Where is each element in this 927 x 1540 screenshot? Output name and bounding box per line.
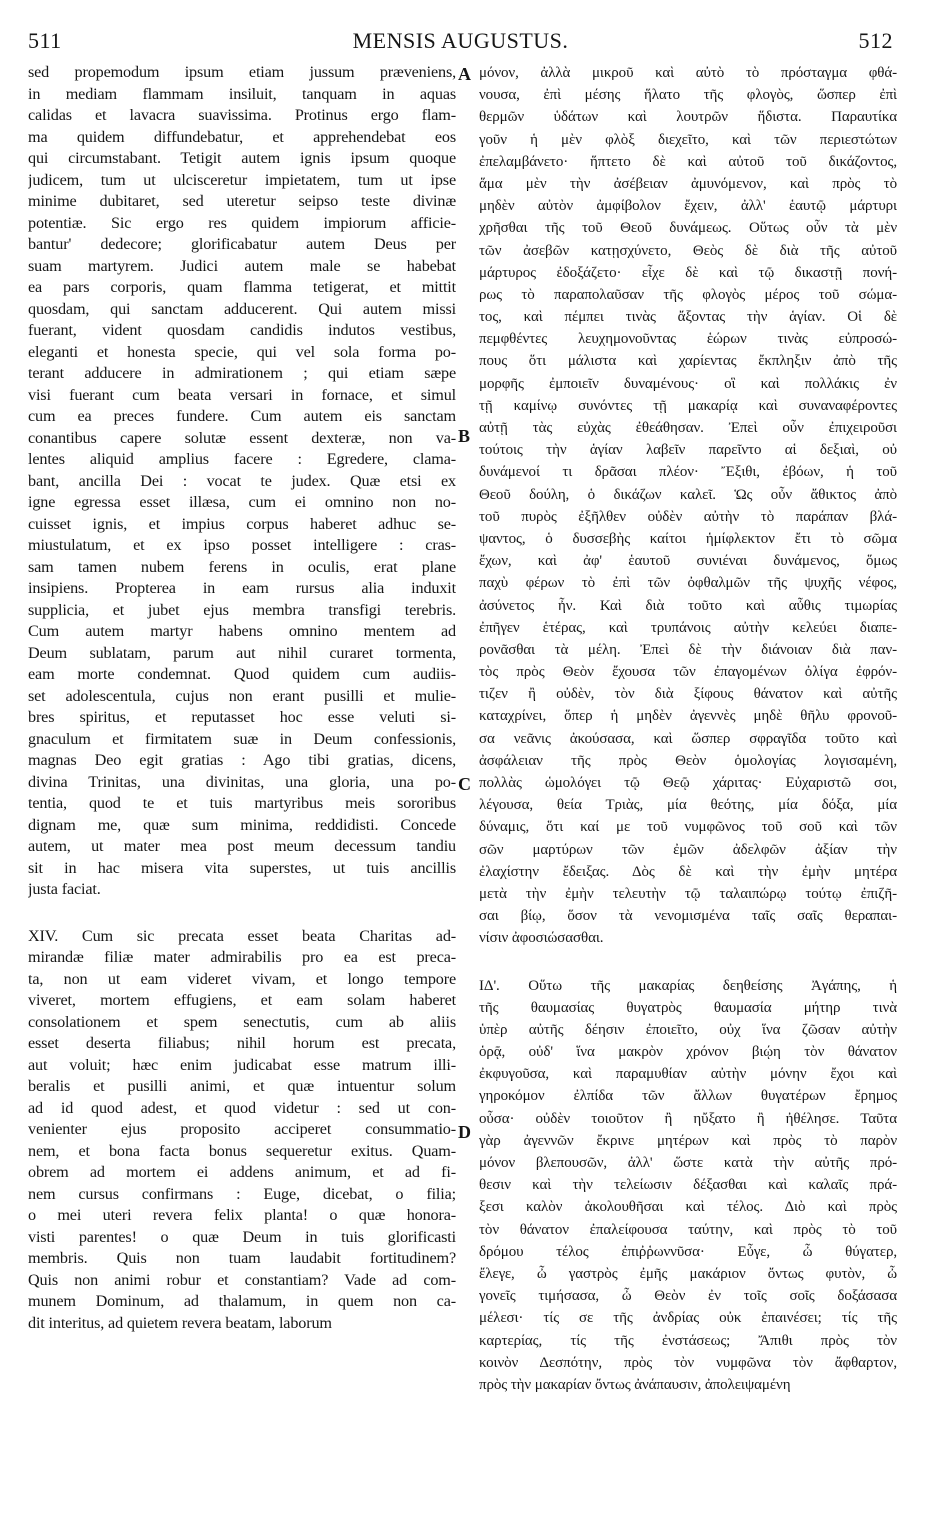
text-line: Quis non animi robur et constantiam? Vade ad com- [28, 1270, 456, 1289]
text-line: κοινὸν Δεσπότην, πρὸς τὸν νυμφῶνα τὸν ἄφθαρτον, [479, 1354, 897, 1371]
text-line: munem Dominum, ad thalamum, in quem non ca- [28, 1292, 456, 1310]
text-line: viveret, mortem effugiens, et eam solam haberet [28, 991, 456, 1009]
text-line: XIV. Cum sic precata esset beata Charitas ad- [28, 926, 456, 945]
text-line: μορφῆς ἐμποιεῖν δυναμένους· οἳ καὶ πολλάκις ἐν [479, 375, 897, 392]
text-line: ἐπῆγεν ἑτέρας, καὶ τρυπάνοις αὐτὴν κελεύει διαπε- [479, 619, 897, 636]
text-line: ψαντος, ὁ δυσσεβὴς καίτοι ἡμίφλεκτον ἔτι τὸ σῶμα [479, 530, 897, 547]
text-line: πεμφθέντες λευχημονοῦντας ἑώρων τινὰς εὐπροσώ- [479, 331, 897, 348]
text-line: obrem ad mortem ei addens animum, et ad fi- [28, 1163, 456, 1181]
text-line: μετὰ τὴν ἐμὴν τελευτὴν τῷ ταλαιπώρῳ τούτῳ ἐπιζῆ- [479, 885, 897, 902]
text-line: νίσιν ἀφοσιώσασθαι. [479, 930, 604, 947]
greek-column [479, 62, 897, 1396]
text-line: ἐλαχίστην ἔδειξας. Δὸς δὲ καὶ τὴν ἐμὴν μητέρα [479, 863, 897, 880]
text-line: ea pars corporis, quam flamma tetigerat, et mittit [28, 278, 456, 296]
page-number-right: 512 [858, 28, 893, 53]
text-line: πρὸς τὴν μακαρίαν ὄντως ἀνάπαυσιν, ἀπολειψαμένη [479, 1376, 791, 1393]
text-line: Deum sublatam, parum aut nihil curaret tormenta, [28, 643, 456, 662]
text-line: γονεῖς τιμήσασα, ὦ Θεὸν ἐν τοῖς σοῖς δοξάσασα [479, 1288, 897, 1305]
text-line: sit in hac misera vita superstes, ut tuis ancillis [28, 858, 456, 877]
text-line: οὖσα· οὐδὲν τοιοῦτον ἢ ηὔξατο ἢ ἠθέλησε. Ταῦτα [479, 1110, 897, 1127]
text-line: autem, ut mater mea post meum decessum tandiu [28, 837, 456, 855]
text-line: fuerant, vident quosdam candidis indutos vestibus, [28, 321, 456, 339]
text-line: conantibus capere solutæ essent dexteræ, non va- [28, 428, 456, 447]
text-line: beralis et pusilli animi, et quæ intuentur solum [28, 1077, 456, 1095]
text-line: ρονᾶσθαι τὰ μέλη. Ἐπεὶ δὲ τὴν διάνοιαν διὰ παν- [479, 641, 897, 658]
text-line: dignam me, quæ sum minima, reddidisti. Concede [28, 815, 456, 834]
text-line: γοῦν ἡ μὲν φλὸξ διεχεῖτο, καὶ τῶν περιεστώτων [479, 131, 897, 148]
text-line: τῶν ἀσεβῶν κατῃσχύνετο, Θεὸς δὲ διὰ τῆς αὐτοῦ [479, 242, 897, 259]
running-header [28, 28, 893, 54]
text-line: τῆς θαυμασίας θυγατρὸς θαυμασία μήτηρ τινὰ [479, 999, 897, 1016]
text-line: τιζεν ἢ οὐδὲν, τὸν διὰ ξίφους θάνατον καὶ αὐτῆς [479, 686, 897, 703]
text-line: δυνάμενοί τι δρᾶσαι πλέον· Ἔξιθι, ἐβόων, ἡ τοῦ [479, 464, 897, 481]
text-line: μόνον, ἀλλὰ μικροῦ καὶ αὐτὸ τὸ πρόσταγμα φθά- [479, 65, 897, 81]
text-line: set adolescentula, cujus non erant pusilli et mulie- [28, 686, 456, 705]
text-line: bant, ancilla Dei : vocat te judex. Quæ etsi ex [28, 471, 456, 490]
text-line: γὰρ ἀγεννῶν ἔκρινε μητέρων καὶ πρὸς τὸ παρὸν [479, 1132, 897, 1149]
text-line: visti parentes! o quæ Deum in tuis glorificasti [28, 1227, 456, 1246]
text-line: quosdam, qui sanctam adducerent. Qui autem missi [28, 299, 456, 318]
text-line: μηδὲν αὐτὸν ἀμφίβολον ἔχειν, ἀλλ' ἑαυτῷ μάρτυρι [479, 198, 897, 215]
latin-column [28, 62, 456, 1334]
text-line: τος, καὶ πέμπει τινὰς ἄξοντας τὴν ἁγίαν. Οἱ δὲ [479, 309, 897, 326]
text-line: dit interitus, ad quietem revera beatam, laborum [28, 1313, 332, 1332]
text-line: mirandæ filiæ mater admirabilis pro ea est preca- [28, 948, 456, 966]
text-line: bres spiritus, et reputasset hoc esse veluti si- [28, 708, 456, 726]
text-line: supplicia, et jubet ejus membra transfigi terebris. [28, 600, 456, 619]
text-line: παχὺ φέρων τὸ ἐπὶ τῶν ὀφθαλμῶν τῆς ψυχῆς νέφος, [479, 575, 897, 592]
text-line: ta, non ut eam videret vivam, et longo tempore [28, 969, 456, 988]
text-line: ΙΔ'. Οὕτω τῆς μακαρίας δεηθείσης Ἀγάπης, ἡ [479, 977, 897, 994]
text-line: καρτερίας, τίς τῆς ἐνστάσεως; Ἄπιθι πρὸς τὸν [479, 1332, 897, 1349]
text-line: νουσα, ἐπὶ μέσης ἥλατο τῆς φλογὸς, ὥσπερ ἐπὶ [479, 87, 897, 104]
text-line: terant adducere in admirationem ; qui etiam sæpe [28, 364, 456, 382]
text-line: θερμῶν ὑδάτων καὶ λουτρῶν ἥδιστα. Παραυτίκα [479, 109, 897, 126]
latin-paragraph-2 [28, 926, 456, 1335]
text-line: ἀσφάλειαν τῆς πρὸς Θεὸν ὁμολογίας λογισαμένη, [479, 752, 897, 769]
text-line: τοῦ πυρὸς ἐξῆλθεν οὐδὲν αὐτὴν τὸ παράπαν βλά- [479, 508, 897, 525]
text-line: in mediam flammam insiluit, tanquam in aquas [28, 84, 456, 103]
text-line: o mei uteri revera felix planta! o quæ honora- [28, 1206, 456, 1224]
text-line: minime dubitaret, sed uteretur seipso teste divinæ [28, 192, 456, 210]
text-line: Cum autem martyr habens omnino mentem ad [28, 622, 456, 640]
text-line: Θεοῦ δούλη, ὁ δικάζων καλεῖ. Ὡς οὖν ἄθικτος ἀπὸ [479, 486, 897, 503]
text-line: ἔχων, καὶ ἀφ' ἑαυτοῦ συνιέναι δυνάμενος, ὅμως [479, 553, 897, 570]
text-line: qui circumstabant. Tetigit autem ignis ipsum quoque [28, 149, 456, 167]
text-line: δρόμου τέλος ἐπιῤῥωννῦσα· Εὖγε, ὦ θύγατερ, [479, 1243, 897, 1260]
text-line: igne egressa esset illæsa, cum ei omnino non no- [28, 493, 456, 511]
text-line: judicem, tum ut ulcisceretur impietatem, tum ut ipse [28, 170, 456, 189]
text-line: ὑπὲρ αὐτῆς δέησιν ἐποιεῖτο, οὐχ ἵνα ζῶσαν αὐτὴν [479, 1021, 897, 1038]
text-line: ἐκφυγοῦσα, καὶ παραμυθίαν αὐτὴν μόνην ἔχοι καὶ [479, 1066, 897, 1083]
text-line: αὐτῇ τὰς εὐχὰς ἐθεάθησαν. Ἐπεὶ οὖν ἐπιχειροῦσι [479, 420, 897, 436]
text-line: gnaculum et firmitatem suæ in Deum confessionis, [28, 729, 456, 748]
text-line: sed propemodum ipsum etiam jussum præveniens, [28, 63, 456, 81]
running-title: MENSIS AUGUSTUS. [352, 28, 569, 53]
text-line: cuisset ignis, et impius corpus haberet adhuc se- [28, 514, 456, 533]
text-line: nem cursus confirmans : Euge, dicebat, o filia; [28, 1184, 456, 1203]
section-marker-c: C [458, 774, 471, 794]
text-line: ad id quod adest, et quod videtur : sed ut con- [28, 1098, 456, 1117]
text-line: γηροκόμον ἐλπίδα τῶν ἄλλων θυγατέρων ἔρημος [479, 1088, 897, 1105]
text-line: calidas et lavacra suavissima. Protinus ergo flam- [28, 106, 456, 124]
text-line: ἔλεγε, ὦ γαστρὸς ἐμῆς μακάριον ὄντως φυτὸν, ὦ [479, 1265, 897, 1282]
text-line: μάρτυρος ἐδοξάζετο· εἶχε δὲ καὶ τῷ δικαστῇ πονή- [479, 264, 897, 281]
greek-paragraph-1 [479, 62, 897, 950]
section-marker-d: D [458, 1122, 471, 1142]
text-line: justa faciat. [28, 880, 101, 898]
text-line: καταχρίνει, ὅπερ ἡ μηδὲν ἀγεννὲς μηδὲ θῆλυ φρονοῦ- [479, 708, 897, 725]
text-line: ma quidem diffundebatur, et apprehendebat eos [28, 127, 456, 146]
text-line: consolationem et spem senectutis, cum ab aliis [28, 1012, 456, 1031]
text-line: θεσιν καὶ τὴν τελείωσιν δέξασθαι καὶ καλαῖς πρά- [479, 1177, 897, 1194]
text-line: δύναμις, ὅτι καί με τοῦ νυμφῶνος τοῦ σοῦ καὶ τῶν [479, 819, 897, 836]
latin-paragraph-1 [28, 62, 456, 901]
text-line: σῶν μαρτύρων τῶν ἐμῶν ἀδελφῶν ἀξίαν τὴν [479, 841, 897, 858]
text-line: potentiæ. Sic ergo res quidem impiorum afficie- [28, 213, 456, 232]
text-line: cum ea preces fundere. Cum autem eis sanctam [28, 407, 456, 425]
text-line: esset deserta filiabus; nihil horum est precata, [28, 1034, 456, 1052]
text-line: lentes aliquid amplius facere : Egredere, clama- [28, 450, 456, 468]
text-line: τὸς πρὸς Θεὸν ἔχουσα τῶν ἐπαγομένων ὀλίγα ἐφρόν- [479, 664, 897, 681]
text-line: τὸν θάνατον ἐπαλείφουσα ταύτην, καὶ πρὸς τὸ τοῦ [479, 1221, 897, 1238]
text-line: μόνον βλεπουσῶν, ἀλλ' ὥστε κατὰ τὴν αὐτῆς πρό- [479, 1155, 897, 1171]
text-line: χρῆσθαι τῆς τοῦ Θεοῦ δυνάμεως. Οὕτως οὖν τὰ μὲν [479, 220, 897, 237]
text-line: τούτοις τὴν ἁγίαν λαβεῖν παρεῖντο αἱ δεξιαὶ, οὐ [479, 442, 897, 459]
text-line: membris. Quis non tuam laudabit fortitudinem? [28, 1249, 456, 1267]
text-line: miustulatum, et ex ipso posset intelligere : cras- [28, 536, 456, 554]
text-line: sam tamen nubem ferens in oculis, erat plane [28, 557, 456, 576]
text-line: ἐπελαμβάνετο· ἥπτετο δὲ καὶ αὐτοῦ τοῦ δικάζοντος, [479, 153, 897, 170]
text-line: suam martyrem. Judici autem male se habebat [28, 256, 456, 275]
text-line: τῇ καμίνῳ συνόντες τῇ μακαρίᾳ καὶ συναναφέροντες [479, 397, 897, 414]
text-line: visi fuerant cum beata versari in fornace, et simul [28, 385, 456, 404]
text-line: eleganti et honesta specie, qui vel sola forma po- [28, 342, 456, 361]
text-line: divina Trinitas, una divinitas, una gloria, una po- [28, 772, 456, 791]
text-line: magnas Deo egit gratias : Ago tibi gratias, dicens, [28, 751, 456, 769]
text-line: venienter ejus proposito acciperet consummatio- [28, 1120, 456, 1138]
text-line: nem, et bona facta bonus sequeretur exitus. Quam- [28, 1141, 456, 1160]
page-number-left: 511 [28, 28, 62, 53]
text-line: πους ὅτι μάλιστα καὶ χαρίεντας ἔκπληξιν ἀπὸ τῆς [479, 353, 897, 370]
text-line: bantur' dedecore; glorificabatur autem Deus per [28, 235, 456, 253]
text-line: πολλὰς ὡμολόγει τῷ Θεῷ χάριτας· Εὐχαριστῶ σοι, [479, 775, 897, 791]
text-line: ὁρᾷ, οὐδ' ἵνα μακρὸν χρόνον βιῴη τὸν θάνατον [479, 1044, 897, 1061]
text-line: λέγουσα, θεία Τριὰς, μία θεότης, μία δόξα, μία [479, 797, 897, 814]
text-line: eam morte condemnat. Quod quidem cum audiis- [28, 665, 456, 683]
text-line: ξεσι καλὸν ἀκολουθῆσαι καὶ τέλος. Διὸ καὶ πρὸς [479, 1199, 897, 1216]
text-line: ρως τὸ παραπολαῦσαν τῆς φλογὸς μέρος τοῦ σώμα- [479, 286, 897, 303]
section-marker-a: A [458, 64, 471, 84]
text-line: ἀσύνετος ἦν. Καὶ διὰ τοῦτο καὶ αὖθις τιμωρίας [479, 597, 897, 614]
text-line: σα νεᾶνις ἀκούσασα, καὶ ὥσπερ σφραγῖδα τοῦτο καὶ [479, 730, 897, 747]
text-line: ἅμα μὲν τὴν ἀσέβειαν ἀμυνόμενον, καὶ πρὸς τὸ [479, 175, 897, 192]
greek-paragraph-2 [479, 975, 897, 1397]
text-line: σαι βίῳ, ὅσον τὰ νενομισμένα ταῖς σαῖς θεραπαι- [479, 908, 897, 925]
text-line: insipiens. Propterea in eam rursus alia induxit [28, 579, 456, 597]
section-marker-b: B [458, 426, 471, 446]
text-line: tentia, quod te et tuis martyribus meis sororibus [28, 794, 456, 812]
text-line: aut voluit; hæc enim judicabat esse matrum illi- [28, 1055, 456, 1074]
text-line: μέλεσι· τίς σε τῆς ἀνδρίας οὐκ ἐπαινέσει; τίς τῆς [479, 1310, 897, 1327]
